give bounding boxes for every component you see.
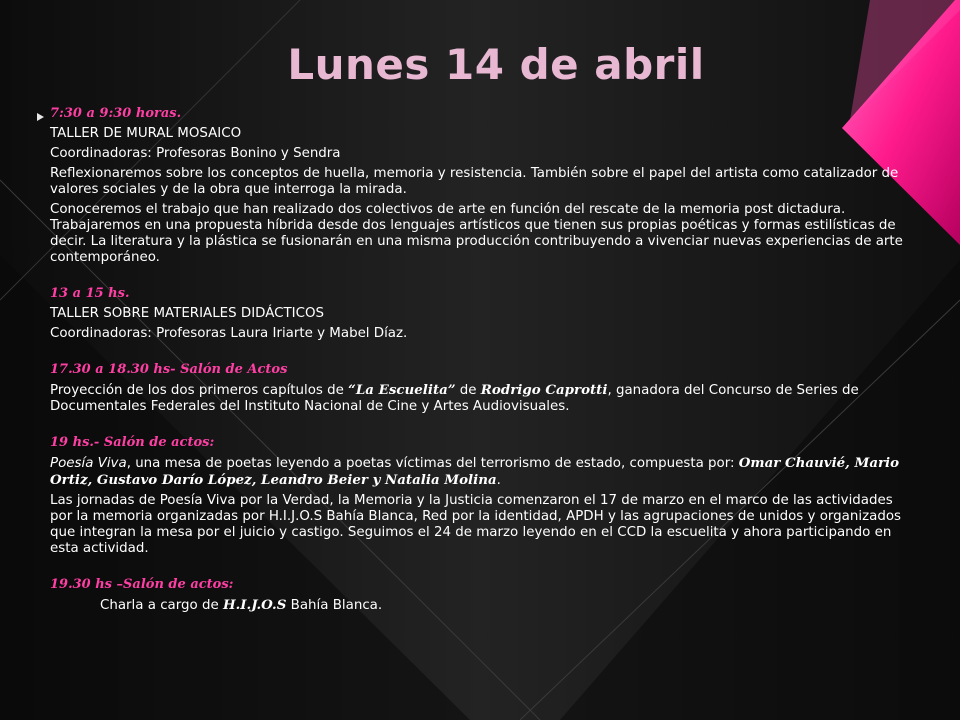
page-title: Lunes 14 de abril <box>287 40 705 89</box>
block2-subtitle: TALLER SOBRE MATERIALES DIDÁCTICOS <box>50 306 325 321</box>
organization-name: H.I.J.O.S <box>222 597 287 613</box>
block3-paragraph <box>50 382 912 415</box>
block5-heading: 19.30 hs –Salón de actos: <box>50 577 234 592</box>
block5-paragraph <box>50 597 912 614</box>
block4-paragraph-1 <box>50 455 912 489</box>
block1-subtitle: TALLER DE MURAL MOSAICO <box>50 126 242 141</box>
poesia-viva-label: Poesía Viva <box>50 456 127 471</box>
block3-text-2: de <box>455 383 481 398</box>
block1-heading: 7:30 a 9:30 horas. <box>50 106 182 121</box>
series-title: “La Escuelita” <box>348 382 456 398</box>
block5-text-1: Charla a cargo de <box>100 598 223 613</box>
block2-coordinators: Coordinadoras: Profesoras Laura Iriarte y Mabel Díaz. <box>50 326 408 341</box>
poets-names: Omar Chauvié, Mario Ortiz, Gustavo Darío López, Leandro Beier y Natalia Molina <box>50 455 900 488</box>
block1-paragraph-2: Conoceremos el trabajo que han realizado dos colectivos de arte en función del rescate de la memoria post dictadura. Trabajaremos en una propuesta híbrida desde dos lenguajes artísticos que tienen sus propias poéticas y formas estilísticas de decir. La literatura y la plástica se fusionarán en una misma producción contribuyendo a vivenciar nuevas experiencias de arte contemporáneo. <box>50 202 903 265</box>
block5-text-2: Bahía Blanca. <box>286 598 383 613</box>
block4-paragraph-2: Las jornadas de Poesía Viva por la Verdad, la Memoria y la Justicia comenzaron el 17 de marzo en el marco de las actividades por la memoria organizadas por H.I.J.O.S Bahía Blanca, Red por la identidad, APDH y las agrupaciones de unidos y organizados que integran la mesa por el juicio y castigo. Seguimos el 24 de marzo leyendo en el CCD la escuelita y ahora participando en esta actividad. <box>50 493 901 556</box>
block2-heading: 13 a 15 hs. <box>50 286 130 301</box>
block1-paragraph-1: Reflexionaremos sobre los conceptos de huella, memoria y resistencia. También sobre el papel del artista como catalizador de valores sociales y de la obra que interroga la mirada. <box>50 166 899 197</box>
block4-text-1: , una mesa de poetas leyendo a poetas víctimas del terrorismo de estado, compuesta por: <box>126 456 739 471</box>
block3-heading: 17.30 a 18.30 hs- Salón de Actos <box>50 362 288 377</box>
block4-text-2: . <box>496 473 501 488</box>
block3-text-3: , ganadora del Concurso de Series de Documentales Federales del Instituto Nacional de Cine y Artes Audiovisuales. <box>50 383 859 414</box>
schedule-body <box>50 106 912 618</box>
block4-heading: 19 hs.- Salón de actos: <box>50 435 215 450</box>
block1-coordinators: Coordinadoras: Profesoras Bonino y Sendra <box>50 146 341 161</box>
block3-text-1: Proyección de los dos primeros capítulos de <box>50 383 349 398</box>
bullet-arrow-icon <box>37 113 44 121</box>
director-name: Rodrigo Caprotti <box>480 382 608 398</box>
